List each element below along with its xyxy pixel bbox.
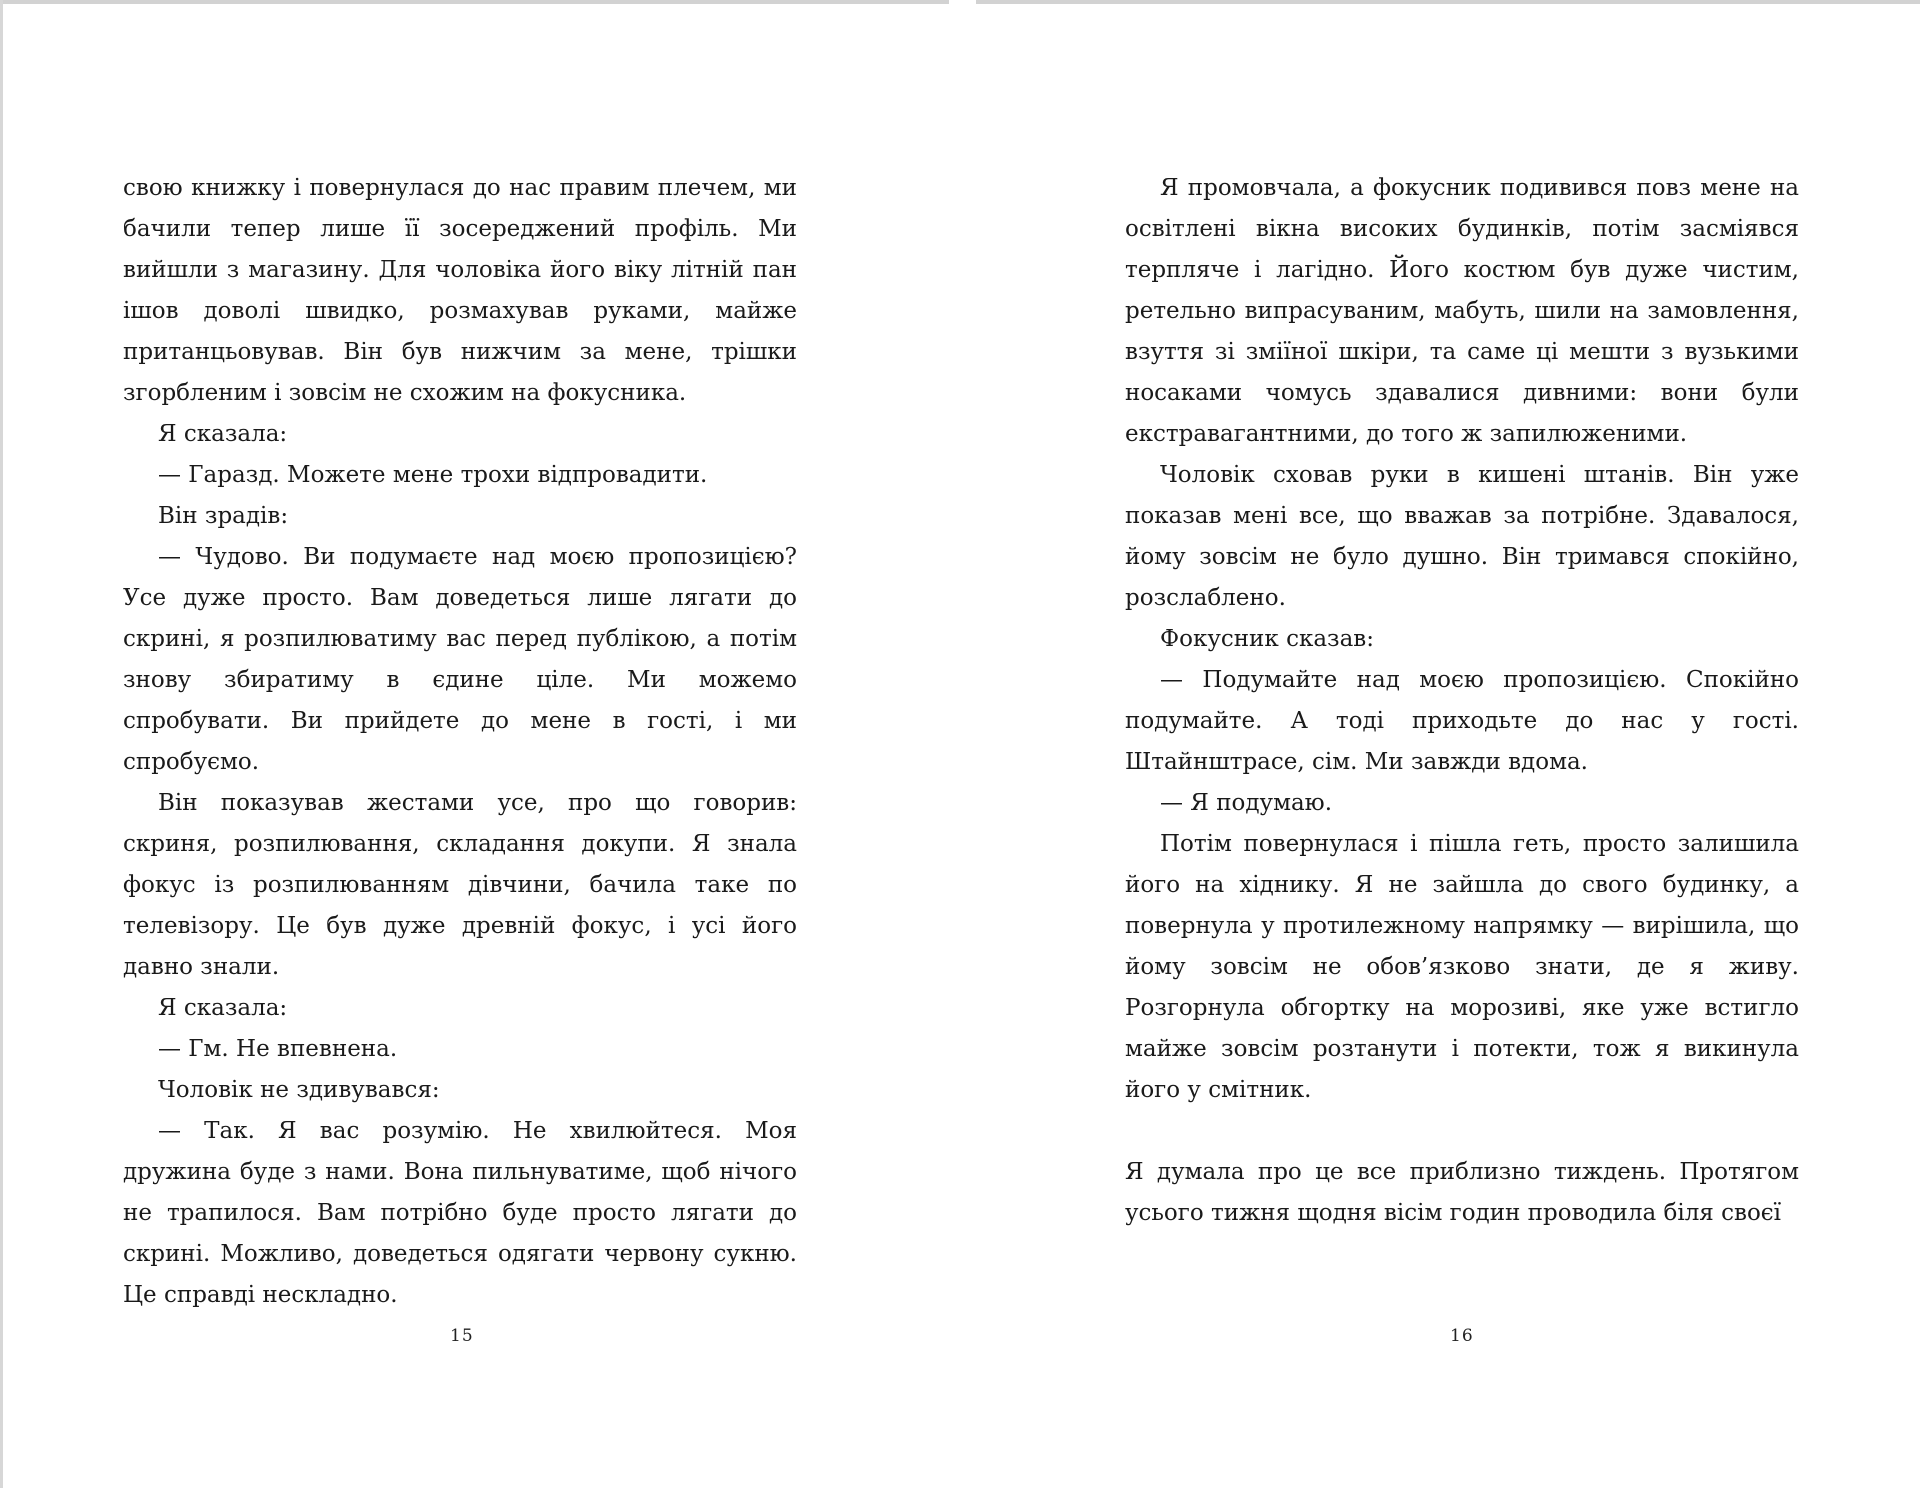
paragraph: — Гм. Не впевнена. [158,1036,398,1062]
paragraph: — Подумайте над моєю пропозицією. Спокійно подумайте. А тоді приходьте до нас у гості. Штайнштрасе, сім. Ми завжди вдома. [1125,667,1799,775]
paragraph: Потім повернулася і пішла геть, просто залишила його на хіднику. Я не зайшла до свого будинку, а повернула у протилежному напрямку — вирішила, що йому зовсім не обов’язково знати, де я живу. Розгорнула обгортку на морозиві, яке уже встигло майже зовсім розтанути і потекти, тож я викинула його у смітник. [1125,831,1799,1103]
right-page-text [1125,168,1799,1234]
paragraph: Чоловік сховав руки в кишені штанів. Він уже показав мені все, що вважав за потрібне. Здавалося, йому зовсім не було душно. Він тримався спокійно, розслаблено. [1125,462,1799,611]
paragraph: Він зрадів: [158,503,289,529]
paragraph: — Чудово. Ви подумаєте над моєю пропозицією? Усе дуже просто. Вам доведеться лише лягати до скрині, я розпилюватиму вас перед публікою, а потім знову збиратиму в єдине ціле. Ми можемо спробувати. Ви прийдете до мене в гості, і ми спробуємо. [123,544,797,775]
right-page [976,0,1920,1488]
paragraph: — Гаразд. Можете мене трохи відпровадити. [158,462,708,488]
paragraph: свою книжку і повернулася до нас правим плечем, ми бачили тепер лише її зосереджений профіль. Ми вийшли з магазину. Для чоловіка його віку літній пан ішов доволі швидко, розмахував руками, майже пританцьовував. Він був нижчим за мене, трішки згорбленим і зовсім не схожим на фокусника. [123,175,797,406]
paragraph: — Так. Я вас розумію. Не хвилюйтеся. Моя дружина буде з нами. Вона пильнуватиме, щоб нічого не трапилося. Вам потрібно буде просто лягати до скрині. Можливо, доведеться одягати червону сукню. Це справді нескладно. [123,1118,797,1308]
paragraph: Він показував жестами усе, про що говорив: скриня, розпилювання, складання докупи. Я знала фокус із розпилюванням дівчини, бачила таке по телевізору. Це був дуже древній фокус, і усі його давно знали. [123,790,797,980]
left-page-text [123,168,797,1316]
left-page [0,0,946,1488]
page-top-edge [3,0,949,4]
paragraph: Я сказала: [158,995,288,1021]
paragraph: Я сказала: [158,421,288,447]
page-top-edge [976,0,1920,4]
paragraph: — Я подумаю. [1160,790,1333,816]
paragraph: Я думала про це все приблизно тиждень. Протягом усього тижня щодня вісім годин проводила біля своєї [1125,1159,1799,1226]
page-number: 15 [450,1326,474,1346]
paragraph: Фокусник сказав: [1160,626,1374,652]
page-number: 16 [1450,1326,1474,1346]
paragraph: Чоловік не здивувався: [158,1077,440,1103]
paragraph: Я промовчала, а фокусник подивився повз мене на освітлені вікна високих будинків, потім засміявся терпляче і лагідно. Його костюм був дуже чистим, ретельно випрасуваним, мабуть, шили на замовлення, взуття зі зміїної шкіри, та саме ці мешти з вузькими носаками чомусь здавалися дивними: вони були екстравагантними, до того ж запилюженими. [1125,175,1799,447]
